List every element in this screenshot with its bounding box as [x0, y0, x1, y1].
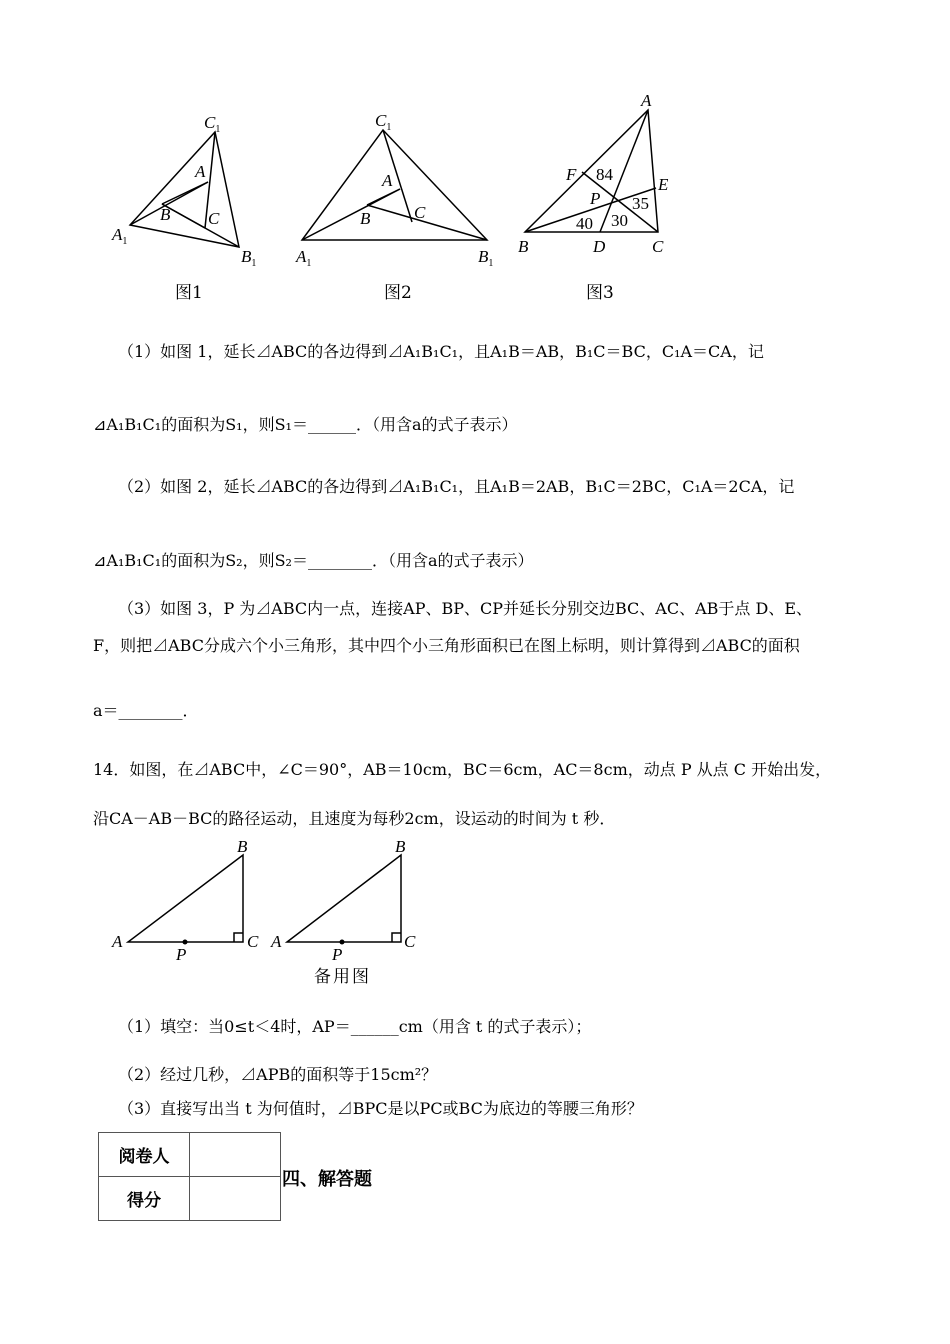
fig3-label-f: F — [566, 165, 577, 184]
fig1-inner-ab — [162, 182, 208, 204]
q14-3: （3）直接写出当 t 为何值时，⊿BPC是以PC或BC为底边的等腰三角形？ — [118, 1099, 643, 1118]
score-table-score-cell — [190, 1177, 281, 1221]
fig5-right-angle-mark — [392, 933, 401, 942]
fig2-line-b1-b — [367, 205, 487, 240]
figure-4 — [108, 835, 268, 965]
fig3-label-b: B — [518, 237, 529, 256]
fig2-outer-triangle — [302, 130, 487, 240]
score-table — [98, 1132, 281, 1221]
fig5-triangle — [287, 855, 401, 942]
fig2-caption: 图2 — [384, 283, 412, 303]
fig3-area-30: 30 — [611, 211, 628, 230]
fig2-label-b1: $B_1$ — [478, 247, 494, 269]
fig3-label-a: A — [641, 91, 652, 110]
fig1-outer-triangle — [130, 132, 239, 247]
fig5-label-c: C — [404, 932, 416, 951]
q14-2: （2）经过几秒，⊿APB的面积等于15cm²？ — [118, 1065, 438, 1084]
fig1-label-c1: $C_1$ — [204, 113, 221, 135]
fig5-label-a: A — [271, 932, 282, 951]
fig3-label-e: E — [658, 175, 669, 194]
section-title: 四、解答题 — [282, 1169, 372, 1190]
fig4-right-angle-mark — [234, 933, 243, 942]
fig1-label-a: A — [195, 162, 206, 181]
q13-1-line1: （1）如图 1，延长⊿ABC的各边得到⊿A₁B₁C₁，且A₁B＝AB，B₁C＝BC，C₁A＝CA，记 — [118, 342, 764, 361]
fig2-label-b: B — [360, 209, 371, 228]
fig2-label-a1: $A_1$ — [296, 247, 312, 269]
q14-line1: 14．如图，在⊿ABC中，∠C＝90°，AB＝10cm，BC＝6cm，AC＝8cm，动点 P 从点 C 开始出发， — [93, 760, 832, 779]
fig1-caption: 图1 — [175, 283, 203, 303]
q13-3-line1: （3）如图 3，P 为⊿ABC内一点，连接AP、BP、CP并延长分别交边BC、AC、AB于点 D、E、 — [118, 599, 813, 618]
q13-2-line2: ⊿A₁B₁C₁的面积为S₂，则S₂＝________．（用含a的式子表示） — [93, 551, 534, 570]
figure-3 — [510, 88, 685, 268]
fig1-label-c: C — [208, 209, 220, 228]
q14-1: （1）填空：当0≤t＜4时，AP＝______cm（用含 t 的式子表示）； — [118, 1017, 592, 1036]
score-table-grader-label: 阅卷人 — [99, 1133, 190, 1177]
fig4-label-p: P — [176, 945, 187, 964]
fig3-label-p: P — [590, 189, 601, 208]
fig1-label-a1: $A_1$ — [112, 225, 128, 247]
q13-1-line2: ⊿A₁B₁C₁的面积为S₁，则S₁＝______．（用含a的式子表示） — [93, 415, 518, 434]
figure-1 — [100, 100, 280, 275]
figure-2 — [290, 100, 510, 275]
fig3-area-40: 40 — [576, 214, 593, 233]
fig1-label-b: B — [160, 205, 171, 224]
fig2-label-a: A — [382, 171, 393, 190]
fig3-label-c: C — [652, 237, 664, 256]
fig3-area-84: 84 — [596, 165, 613, 184]
fig2-label-c1: $C_1$ — [375, 111, 392, 133]
fig4-label-a: A — [112, 932, 123, 951]
q14-line2: 沿CA－AB－BC的路径运动，且速度为每秒2cm，设运动的时间为 t 秒． — [93, 809, 616, 828]
fig5-label-b: B — [395, 837, 406, 856]
fig4-triangle — [128, 855, 243, 942]
fig4-label-c: C — [247, 932, 259, 951]
fig3-caption: 图3 — [586, 283, 614, 303]
q13-3-line2: F，则把⊿ABC分成六个小三角形，其中四个小三角形面积已在图上标明，则计算得到⊿ABC的面积 — [93, 636, 800, 655]
score-table-score-label: 得分 — [99, 1177, 190, 1221]
fig5-caption: 备用图 — [314, 967, 371, 987]
fig2-inner-ab — [367, 189, 400, 205]
fig1-label-b1: $B_1$ — [241, 247, 257, 269]
fig2-label-c: C — [414, 203, 426, 222]
q13-2-line1: （2）如图 2，延长⊿ABC的各边得到⊿A₁B₁C₁，且A₁B＝2AB，B₁C＝2BC，C₁A＝2CA，记 — [118, 477, 795, 496]
fig3-area-35: 35 — [632, 194, 649, 213]
figure-5 — [265, 835, 425, 965]
fig4-point-p — [183, 940, 188, 945]
fig5-point-p — [340, 940, 345, 945]
fig5-label-p: P — [332, 945, 343, 964]
score-table-grader-cell — [190, 1133, 281, 1177]
q13-3-line3: a＝________． — [93, 701, 199, 720]
fig3-label-d: D — [593, 237, 606, 256]
fig4-label-b: B — [237, 837, 248, 856]
